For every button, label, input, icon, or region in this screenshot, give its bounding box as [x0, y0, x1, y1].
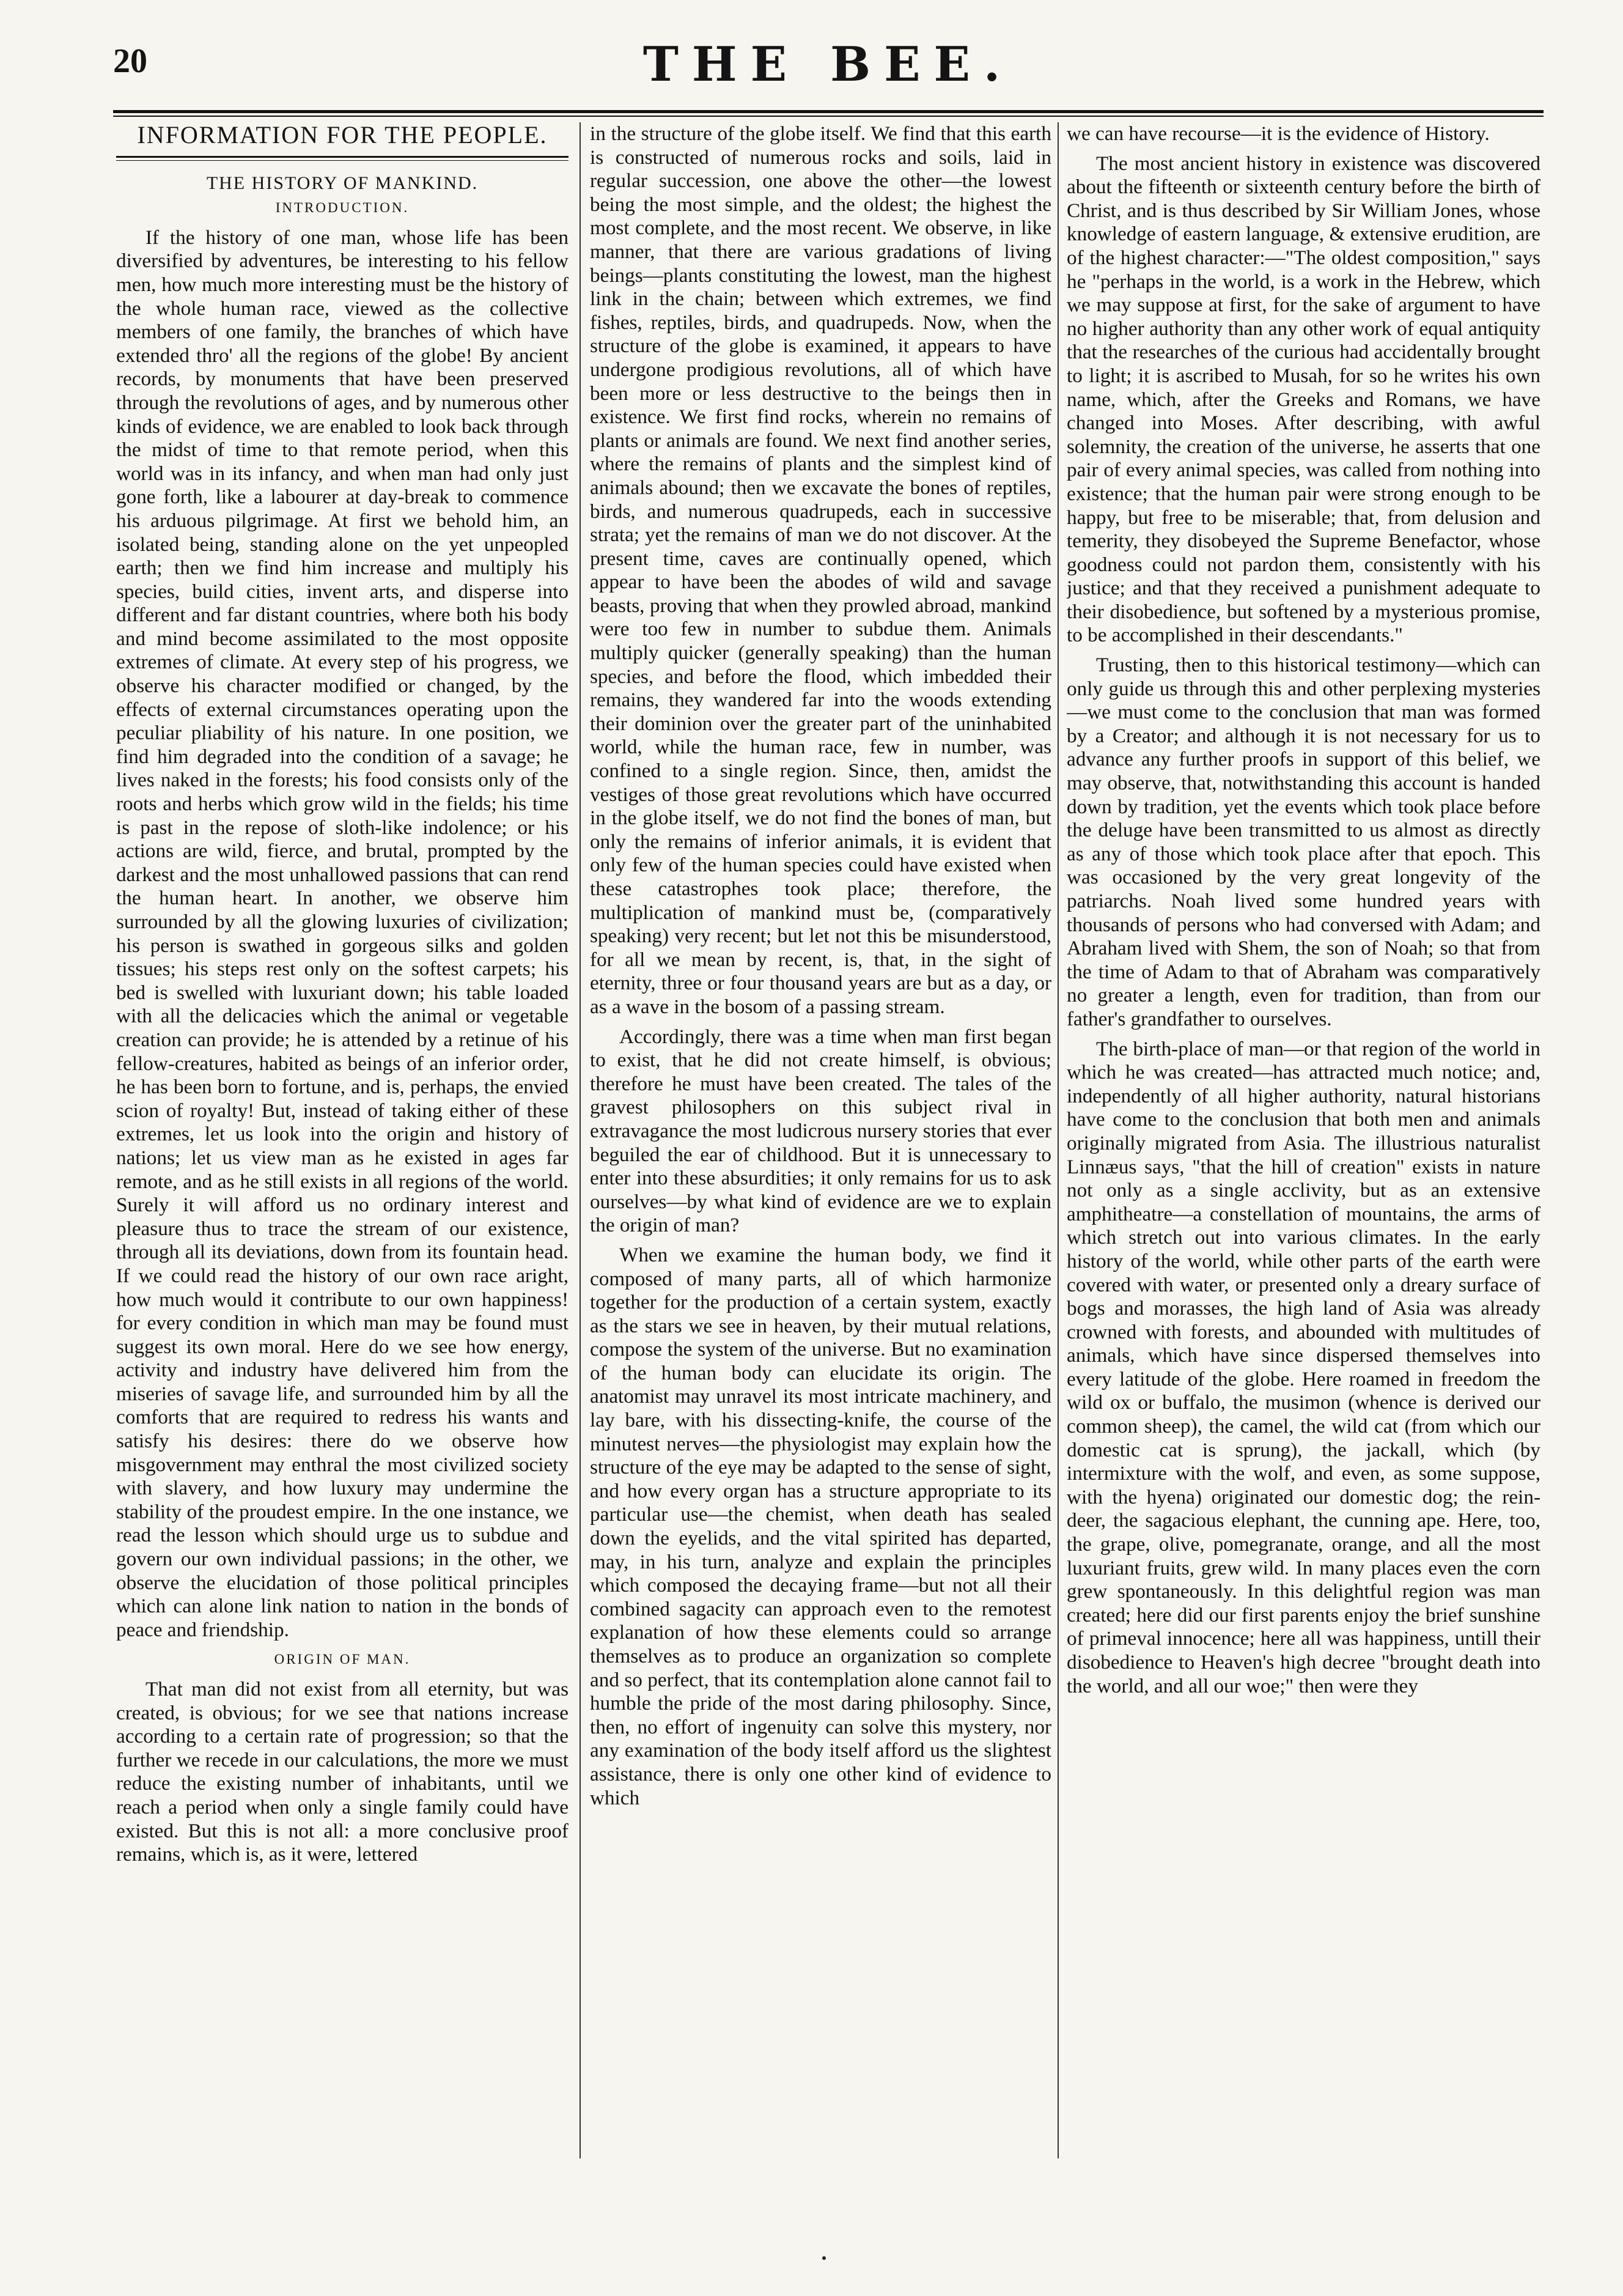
- newspaper-title: THE BEE.: [642, 37, 1014, 92]
- paragraph: If the history of one man, whose life has been diversified by adventures, be interesting to his fellow men, how much more interesting must be the history of the whole human race, viewed as the collective members of one family, the branches of which have extended thro' all the regions of the globe! By ancient records, by monuments that have been preserved through the revolutions of ages, and by numerous other kinds of evidence, we are enabled to look back through the midst of time to that remote period, when this world was in its infancy, and when man had only just gone forth, like a labourer at day-break to commence his arduous pilgrimage. At first we behold him, an isolated being, standing alone on the yet unpeopled earth; then we find him increase and multiply his species, build cities, invent arts, and disperse into different and far distant countries, where both his body and mind become assimilated to the most opposite extremes of climate. At every step of his progress, we observe his character modified or changed, by the effects of external circumstances operating upon the peculiar pliability of his nature. In one position, we find him degraded into the condition of a savage; he lives naked in the forests; his food consists only of the roots and herbs which grow wild in the fields; his time is past in the repose of sloth-like indolence; or his actions are wild, fierce, and brutal, prompted by the darkest and the most unhallowed passions that can rend the human heart. In another, we observe him surrounded by all the glowing luxuries of civilization; his person is swathed in gorgeous silks and golden tissues; his steps rest only on the softest carpets; his bed is swelled with luxuriant down; his table loaded with all the delicacies which the animal or vegetable creation can provide; he is attended by a retinue of his fellow-creatures, habited as beings of an inferior order, he has been born to fortune, and is, perhaps, the envied scion of royalty! But, instead of taking either of these extremes, let us look into the origin and history of nations; let us view man as he existed in ages far remote, and as he still exists in all regions of the world. Surely it will afford us no ordinary interest and pleasure thus to trace the stream of our existence, through all its deviations, down from its fountain head. If we could read the history of our own race aright, how much would it contribute to our own happiness! for every condition in which man may be found must suggest its own moral. Here do we see how energy, activity and industry have delivered him from the miseries of savage life, and surrounded him by all the comforts that are required to redress his wants and satisfy his desires: there do we observe how misgovernment may enthral the most civilized society with slavery, and how luxury may undermine the stability of the proudest empire. In the one instance, we read the lesson which should urge us to subdue and govern our own individual passions; in the other, we observe the elucidation of those political principles which can alone link nation to nation in the bonds of peace and friendship.: [116, 226, 569, 1641]
- article-title: THE HISTORY OF MANKIND.: [206, 172, 479, 193]
- paragraph: in the structure of the globe itself. We find that this earth is constructed of numerous rocks and soils, laid in regular succession, one above the other—the lowest being the most simple, and the oldest; the highest the most complete, and the most recent. We observe, in like manner, that there are various gradations of living beings—plants constituting the lowest, man the highest link in the chain; between which extremes, we find fishes, reptiles, birds, and quadrupeds. Now, when the structure of the globe is examined, it appears to have undergone prodigious revolutions, all of which have been more or less destructive to the beings then in existence. We first find rocks, wherein no remains of plants or animals are found. We next find another series, where the remains of plants and the simplest kind of animals abound; then we excavate the bones of reptiles, birds, and numerous quadrupeds, each in successive strata; yet the remains of man we do not discover. At the present time, caves are continually opened, which appear to have been the abodes of wild and savage beasts, proving that when they prowled abroad, mankind were too few in number to subdue them. Animals multiply quicker (generally speaking) than the human species, and before the flood, which imbedded their remains, they wandered far into the woods extending their dominion over the greater part of the uninhabited world, while the human race, few in number, was confined to a single region. Since, then, amidst the vestiges of those great revolutions which have occurred in the globe itself, we do not find the bones of man, but only the remains of inferior animals, it is evident that only few of the human species could have existed when these catastrophes took place; therefore, the multiplication of mankind must be, (comparatively speaking) very recent; but let not this be misunderstood, for all we mean by recent, is, that, in the sight of eternity, three or four thousand years are but as a day, or as a wave in the bosom of a passing stream.: [590, 122, 1051, 1018]
- paragraph: Accordingly, there was a time when man first began to exist, that he did not create himself, is obvious; therefore he must have been created. The tales of the gravest philosophers on this subject rival in extravagance the most ludicrous nursery stories that ever beguiled the ear of childhood. But it is unnecessary to enter into these absurdities; it only remains for us to ask ourselves—by what kind of evidence are we to explain the origin of man?: [590, 1025, 1051, 1237]
- masthead-rule: [113, 110, 1544, 117]
- paragraph: The birth-place of man—or that region of the world in which he was created—has attracted much notice; and, independently of all higher authority, natural historians have come to the conclusion that both men and animals originally migrated from Asia. The illustrious naturalist Linnæus says, "that the hill of creation" exists in nature not only as a single acclivity, but as an extensive amphitheatre—a constellation of mountains, the arms of which stretch out into various climates. In the early history of the world, while other parts of the earth were covered with water, or presented only a dreary surface of bogs and morasses, the high land of Asia was already crowned with forests, and abounded with multitudes of animals, which have since dispersed themselves into every latitude of the globe. Here roamed in freedom the wild ox or buffalo, the musimon (whence is derived our common sheep), the camel, the wild cat (from which our domestic cat is sprung), the jackall, which (by intermixture with the wolf, and even, as some suppose, with the hyena) originated our domestic dog; the rein-deer, the sagacious elephant, the cunning ape. Here, too, the grape, olive, pomegranate, orange, and all the most luxuriant fruits, grew wild. In many places even the corn grew spontaneously. In this delightful region was man created; here did our first parents enjoy the brief sunshine of primeval innocence; here all was happiness, untill their disobedience to Heaven's high decree "brought death into the world, and all our woe;" then were they: [1067, 1037, 1540, 1697]
- paragraph: The most ancient history in existence was discovered about the fifteenth or sixteenth century before the birth of Christ, and is thus described by Sir William Jones, whose knowledge of eastern language, & extensive erudition, are of the highest character:—"The oldest composition," says he "perhaps in the world, is a work in the Hebrew, which we may suppose at first, for the sake of argument to have no higher authority than any other work of equal antiquity that the researches of the curious had accidentally brought to light; it is ascribed to Musah, for so he writes his own name, which, after the Greeks and Romans, we have changed into Moses. After describing, with awful solemnity, the creation of the universe, he asserts that one pair of every animal species, was called from nothing into existence; that the human pair were strong enough to be happy, but free to be miserable; that, from delusion and temerity, they disobeyed the Supreme Benefactor, whose goodness could not pardon them, consistently with his justice; and that they received a punishment adequate to their disobedience, but softened by a mysterious promise, to be accomplished in their descendants.": [1067, 152, 1540, 647]
- column-1: [116, 122, 569, 2158]
- origin-subheading: ORIGIN OF MAN.: [274, 1652, 411, 1667]
- paragraph: That man did not exist from all eternity, but was created, is obvious; for we see that nations increase according to a certain rate of progression; so that the further we recede in our calculations, the more we must reduce the existing number of inhabitants, until we reach a period when only a single family could have existed. But this is not all: a more conclusive proof remains, which is, as it were, lettered: [116, 1678, 569, 1866]
- paragraph: we can have recourse—it is the evidence of History.: [1067, 122, 1490, 145]
- masthead: [113, 37, 1544, 104]
- column-divider-2: [1058, 122, 1059, 2158]
- column-3: [1067, 122, 1540, 2158]
- paragraph: When we examine the human body, we find it composed of many parts, all of which harmonize together for the production of a certain system, exactly as the stars we see in heaven, by their mutual relations, compose the system of the universe. But no examination of the human body can elucidate its origin. The anatomist may unravel its most intricate machinery, and lay bare, with his dissecting-knife, the course of the minutest nerves—the physiologist may explain how the structure of the eye may be adapted to the sense of sight, and how every organ has a structure appropriate to its particular use—the chemist, when death has sealed down the eyelids, and the vital spirited has departed, may, in his turn, analyze and explain the principles which composed the decaying frame—but not all their combined sagacity can approach even to the remotest explanation of how these elements could so arrange themselves as to produce an organization so complete and so perfect, that its contemplation alone cannot fail to humble the pride of the most daring philosophy. Since, then, no effort of ingenuity can solve this mystery, nor any examination of the body itself afford us the slightest assistance, there is only one other kind of evidence to which: [590, 1243, 1051, 1809]
- print-mark: [822, 2256, 826, 2260]
- page-number: 20: [113, 42, 147, 80]
- section-rule: [116, 156, 569, 161]
- column-2: [590, 122, 1051, 2158]
- paragraph: Trusting, then to this historical testimony—which can only guide us through this and other perplexing mysteries—we must come to the conclusion that man was formed by a Creator; and although it is not necessary for us to advance any further proofs in support of this belief, we may observe, that, notwithstanding this account is handed down by tradition, yet the events which took place before the deluge have been transmitted to us almost as directly as any of those which took place after that epoch. This was occasioned by the very great longevity of the patriarchs. Noah lived some hundred years with thousands of persons who had conversed with Adam; and Abraham lived with Shem, the son of Noah; so that from the time of Adam to that of Abraham was comparatively no greater a length, even for tradition, than from our father's grandfather to ourselves.: [1067, 654, 1540, 1030]
- section-heading: INFORMATION FOR THE PEOPLE.: [137, 122, 548, 149]
- article-subtitle: INTRODUCTION.: [275, 200, 410, 216]
- column-divider-1: [580, 122, 581, 2158]
